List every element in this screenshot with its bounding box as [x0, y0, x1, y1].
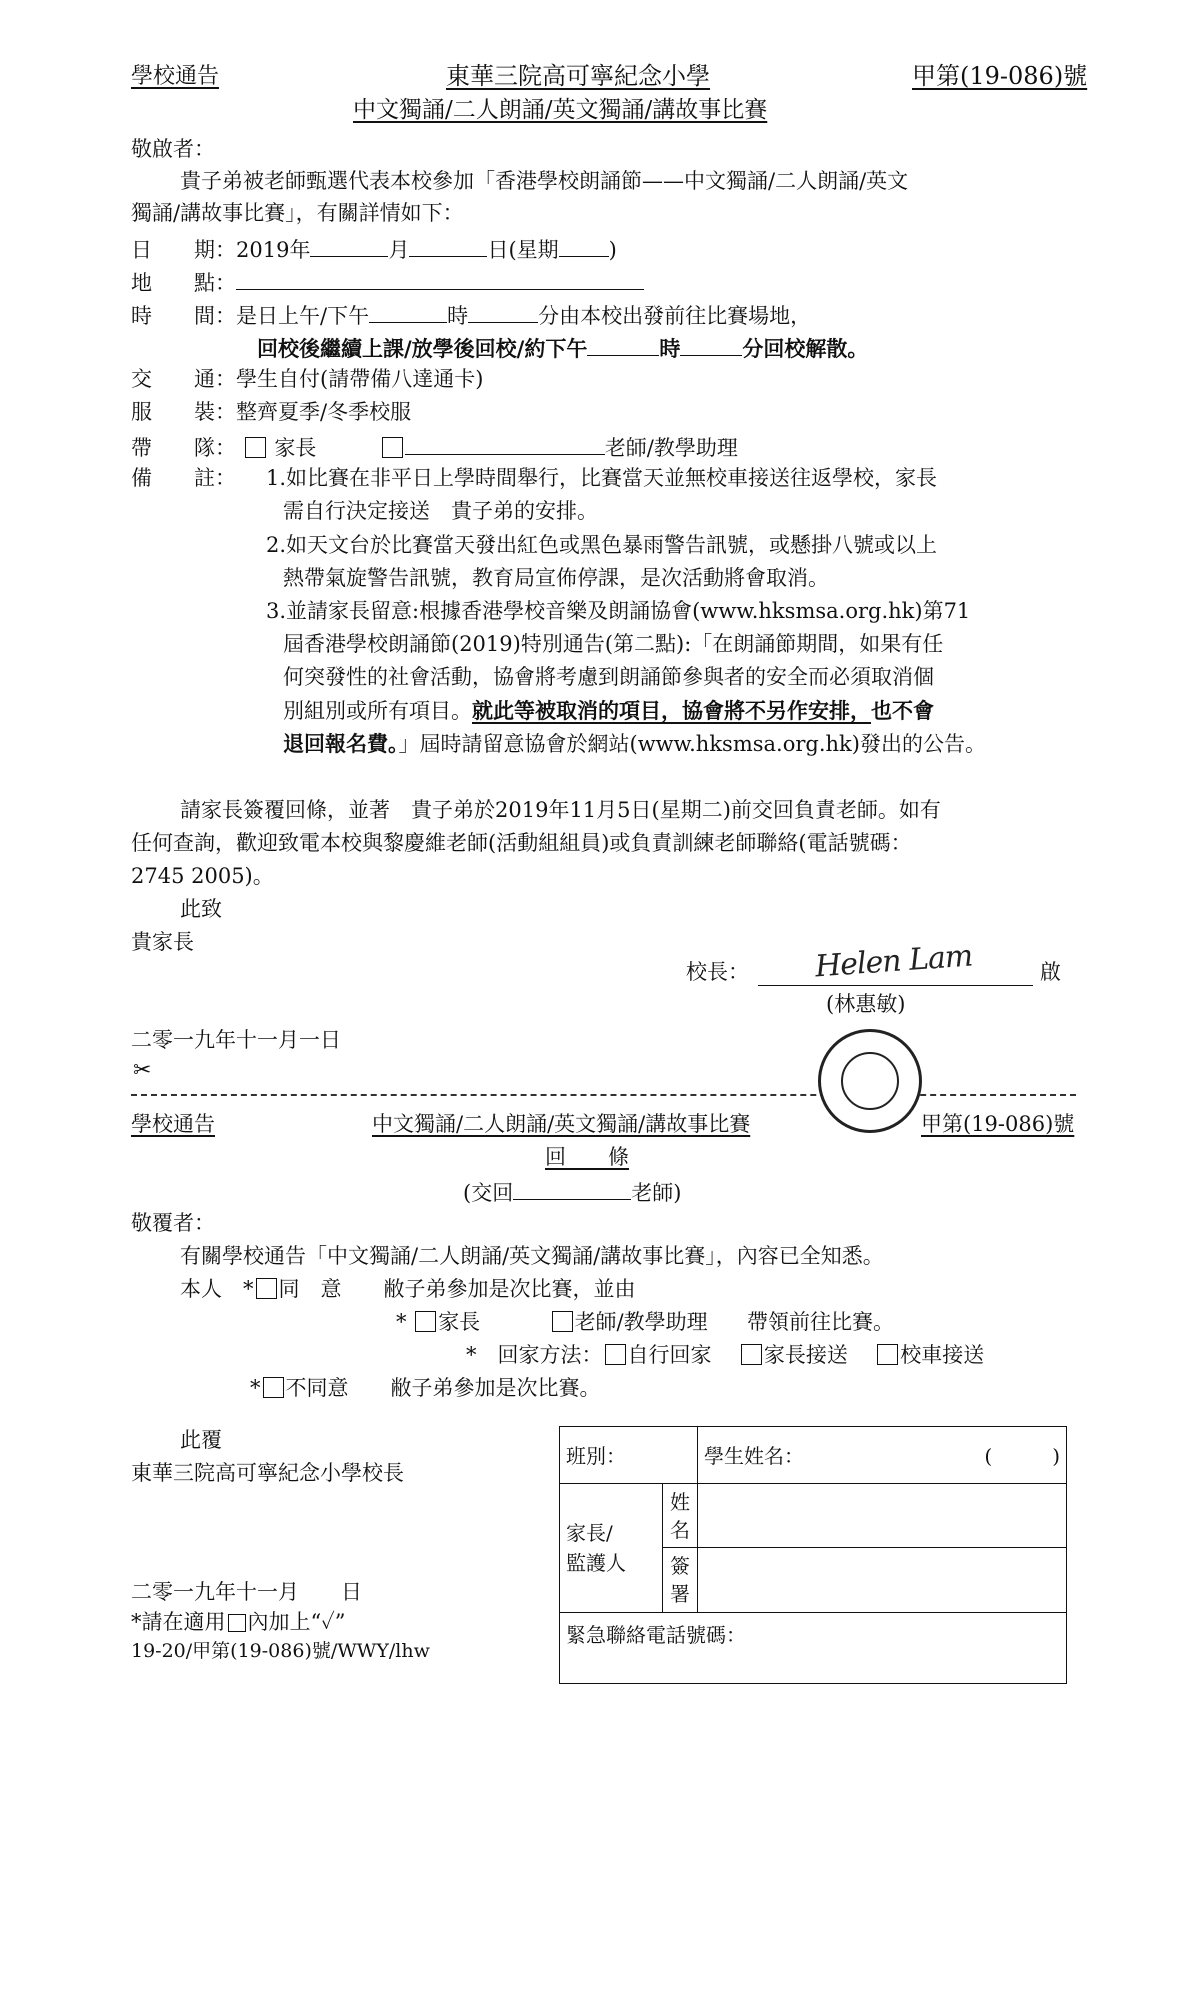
acknowledgement: 有關學校通告「中文獨誦/二人朗誦/英文獨誦/講故事比賽」，內容已全知悉。 [180, 1244, 884, 1268]
return-time-row [257, 334, 868, 361]
escort-parent-checkbox[interactable] [245, 437, 266, 458]
date-day: 日(星期 [487, 238, 559, 262]
return-hour-blank [587, 334, 659, 356]
escort-label: 帶 隊： [131, 436, 236, 460]
reply-escort-parent-label: 家長 [438, 1310, 481, 1334]
cut-line [131, 1094, 1076, 1096]
time-text-1: 是日上午/下午 [236, 304, 370, 328]
closing-recipient: 貴家長 [131, 930, 194, 954]
home-parent-checkbox[interactable] [741, 1344, 762, 1365]
weekday-blank [559, 235, 609, 257]
escort-teacher-checkbox[interactable] [382, 437, 403, 458]
teacher-name-blank [513, 1178, 631, 1200]
uniform-label: 服 裝： [131, 400, 236, 424]
scissors-icon: ✂ [133, 1058, 152, 1083]
signature-line [758, 985, 1033, 986]
note-3-refund: 退回報名費。 [283, 731, 399, 756]
reply-closing: 此覆 [180, 1428, 222, 1452]
note-3-website: 」屆時請留意協會於網站(www.hksmsa.org.hk)發出的公告。 [398, 732, 986, 756]
guardian-signature-field[interactable] [698, 1548, 1067, 1613]
time-text-2: 分由本校出發前往比賽場地， [538, 304, 812, 328]
salutation: 敬啟者： [131, 137, 215, 161]
sign-char-2: 署 [670, 1582, 690, 1607]
reply-escort-row [396, 1310, 894, 1335]
reply-escort-parent-checkbox[interactable] [415, 1311, 436, 1332]
note-3-line-1: 3.並請家長留意:根據香港學校音樂及朗誦協會(www.hksmsa.org.hk)第71 [266, 599, 971, 623]
sign-char-1: 簽 [670, 1554, 690, 1579]
place-row [131, 268, 644, 296]
hour-blank [369, 301, 447, 323]
guardian-name-field[interactable] [698, 1483, 1067, 1548]
home-method-row [466, 1343, 984, 1368]
note-1-line-1: 1.如比賽在非平日上學時間舉行，比賽當天並無校車接送往返學校，家長 [266, 466, 938, 490]
reply-title: 中文獨誦/二人朗誦/英文獨誦/講故事比賽 [372, 1112, 751, 1136]
guardian-label-1: 家長/ [566, 1520, 613, 1545]
closing-regards: 此致 [180, 897, 222, 921]
date-label: 日 期： [131, 238, 236, 262]
note-2-line-1: 2.如天文台於比賽當天發出紅色或黑色暴雨警告訊號，或懸掛八號或以上 [266, 533, 938, 557]
escort-teacher-label: 老師/教學助理 [604, 436, 738, 460]
date-close: ) [608, 238, 617, 262]
time-row [131, 301, 811, 329]
remarks-label: 備 註： [131, 466, 236, 490]
date-row [131, 235, 617, 263]
return-text-1: 回校後繼續上課/放學後回校/約下午 [257, 336, 588, 361]
footnote-prefix: *請在適用 [131, 1610, 226, 1634]
reply-escort-teacher-label: 老師/教學助理 [574, 1310, 708, 1334]
reply-instruction-2: 任何查詢，歡迎致電本校與黎慶維老師(活動組組員)或負責訓練老師聯絡(電話號碼： [131, 831, 912, 855]
return-hour-label: 時 [659, 336, 681, 361]
place-label: 地 點： [131, 271, 236, 295]
transport-row [131, 367, 483, 392]
time-hour-label: 時 [447, 304, 469, 328]
return-minute-blank [680, 334, 742, 356]
return-to-prefix: (交回 [463, 1181, 514, 1205]
footer-ref: 19-20/甲第(19-086)號/WWY/lhw [131, 1640, 430, 1662]
transport-label: 交 通： [131, 367, 236, 391]
note-3-emphasis: 就此等被取消的項目，協會將不另作安排， [472, 698, 871, 723]
reply-escort-teacher-checkbox[interactable] [552, 1311, 573, 1332]
footnote-suffix: 內加上“✓” [247, 1610, 346, 1634]
guardian-label-2: 監護人 [566, 1550, 626, 1575]
note-3-text-a: 別組別或所有項目。 [283, 699, 472, 723]
emergency-phone-cell[interactable] [560, 1613, 1067, 1684]
agree-row [180, 1277, 636, 1302]
transport-value: 學生自付(請帶備八達通卡) [236, 367, 484, 391]
sign-label-cell [663, 1548, 698, 1613]
note-3-line-4 [283, 698, 934, 724]
reply-date: 二零一九年十一月 日 [131, 1580, 362, 1604]
school-name: 東華三院高可寧紀念小學 [446, 62, 710, 90]
reply-heading: 回 條 [545, 1145, 629, 1169]
escort-row [131, 433, 738, 461]
note-3-line-3: 何突發性的社會活動，協會將考慮到朗誦節參與者的安全而必須取消個 [283, 665, 934, 689]
reply-instruction-1: 請家長簽覆回條，並著 貴子弟於2019年11月5日(星期二)前交回負責老師。如有 [180, 798, 941, 822]
note-3-text-c: 也不會 [871, 698, 934, 723]
intro-line-2: 獨誦/講故事比賽」，有關詳情如下： [131, 201, 464, 225]
principal-signature: Helen Lam [813, 938, 974, 985]
class-label: 班別： [566, 1444, 626, 1469]
reply-escort-tail: 帶領前往比賽。 [747, 1310, 895, 1334]
principal-label: 校長： [686, 960, 749, 984]
disagree-star: * [250, 1376, 261, 1400]
date-month: 月 [388, 238, 410, 262]
disagree-row [250, 1376, 601, 1401]
day-blank [409, 235, 487, 257]
notice-type-label: 學校通告 [131, 64, 220, 89]
notice-ref: 甲第(19-086)號 [912, 62, 1088, 90]
name-label-cell [663, 1483, 698, 1548]
principal-name: (林惠敏) [826, 992, 906, 1016]
principal-suffix: 啟 [1040, 960, 1061, 984]
student-info-table [559, 1426, 1067, 1684]
footnote [131, 1610, 346, 1635]
home-bus-label: 校車接送 [900, 1343, 985, 1367]
return-text-2: 分回校解散。 [742, 336, 869, 361]
disagree-checkbox[interactable] [263, 1377, 284, 1398]
student-name-label: 學生姓名： [704, 1444, 804, 1469]
note-1-line-2: 需自行決定接送 貴子弟的安排。 [283, 499, 598, 523]
home-self-checkbox[interactable] [605, 1344, 626, 1365]
uniform-value: 整齊夏季/冬季校服 [236, 400, 412, 424]
notice-date: 二零一九年十一月一日 [131, 1028, 341, 1052]
agree-text: 同 意 敝子弟參加是次比賽，並由 [278, 1277, 636, 1301]
reply-ref: 甲第(19-086)號 [921, 1112, 1075, 1136]
return-to-row [463, 1178, 681, 1206]
guardian-label-cell [560, 1483, 663, 1613]
student-number-paren: ( ) [984, 1444, 1060, 1469]
date-year: 2019年 [236, 238, 311, 262]
name-char-2: 名 [670, 1517, 690, 1542]
note-2-line-2: 熱帶氣旋警告訊號，教育局宣佈停課，是次活動將會取消。 [283, 566, 829, 590]
agree-checkbox[interactable] [256, 1278, 277, 1299]
escort-teacher-blank [405, 433, 605, 455]
notice-subtitle: 中文獨誦/二人朗誦/英文獨誦/講故事比賽 [353, 97, 768, 123]
time-label: 時 間： [131, 304, 236, 328]
home-method-label: * 回家方法： [466, 1343, 603, 1367]
home-bus-checkbox[interactable] [877, 1344, 898, 1365]
agree-prefix: 本人 * [180, 1277, 254, 1301]
note-3-line-2: 屆香港學校朗誦節(2019)特別通告(第二點):「在朗誦節期間，如果有任 [283, 632, 944, 656]
home-parent-label: 家長接送 [763, 1343, 848, 1367]
home-self-label: 自行回家 [627, 1343, 712, 1367]
reply-salutation: 敬覆者： [131, 1211, 215, 1235]
intro-line-1: 貴子弟被老師甄選代表本校參加「香港學校朗誦節——中文獨誦/二人朗誦/英文 [180, 169, 909, 193]
escort-star: * [396, 1310, 407, 1334]
minute-blank [468, 301, 538, 323]
footnote-box-icon [228, 1614, 246, 1632]
escort-parent-label: 家長 [274, 436, 317, 460]
return-to-suffix: 老師) [631, 1181, 682, 1205]
place-blank [236, 268, 644, 290]
student-name-cell[interactable] [698, 1427, 1067, 1484]
disagree-text: 不同意 敝子弟參加是次比賽。 [285, 1376, 601, 1400]
class-cell[interactable] [560, 1427, 698, 1484]
name-char-1: 姓 [670, 1489, 690, 1514]
school-seal [818, 1029, 922, 1133]
uniform-row [131, 400, 411, 425]
reply-notice-type: 學校通告 [131, 1112, 215, 1136]
note-3-line-5 [283, 731, 986, 757]
month-blank [310, 235, 388, 257]
reply-recipient: 東華三院高可寧紀念小學校長 [131, 1461, 404, 1485]
reply-instruction-3: 2745 2005)。 [131, 864, 274, 888]
emergency-phone-label: 緊急聯絡電話號碼： [566, 1623, 746, 1648]
